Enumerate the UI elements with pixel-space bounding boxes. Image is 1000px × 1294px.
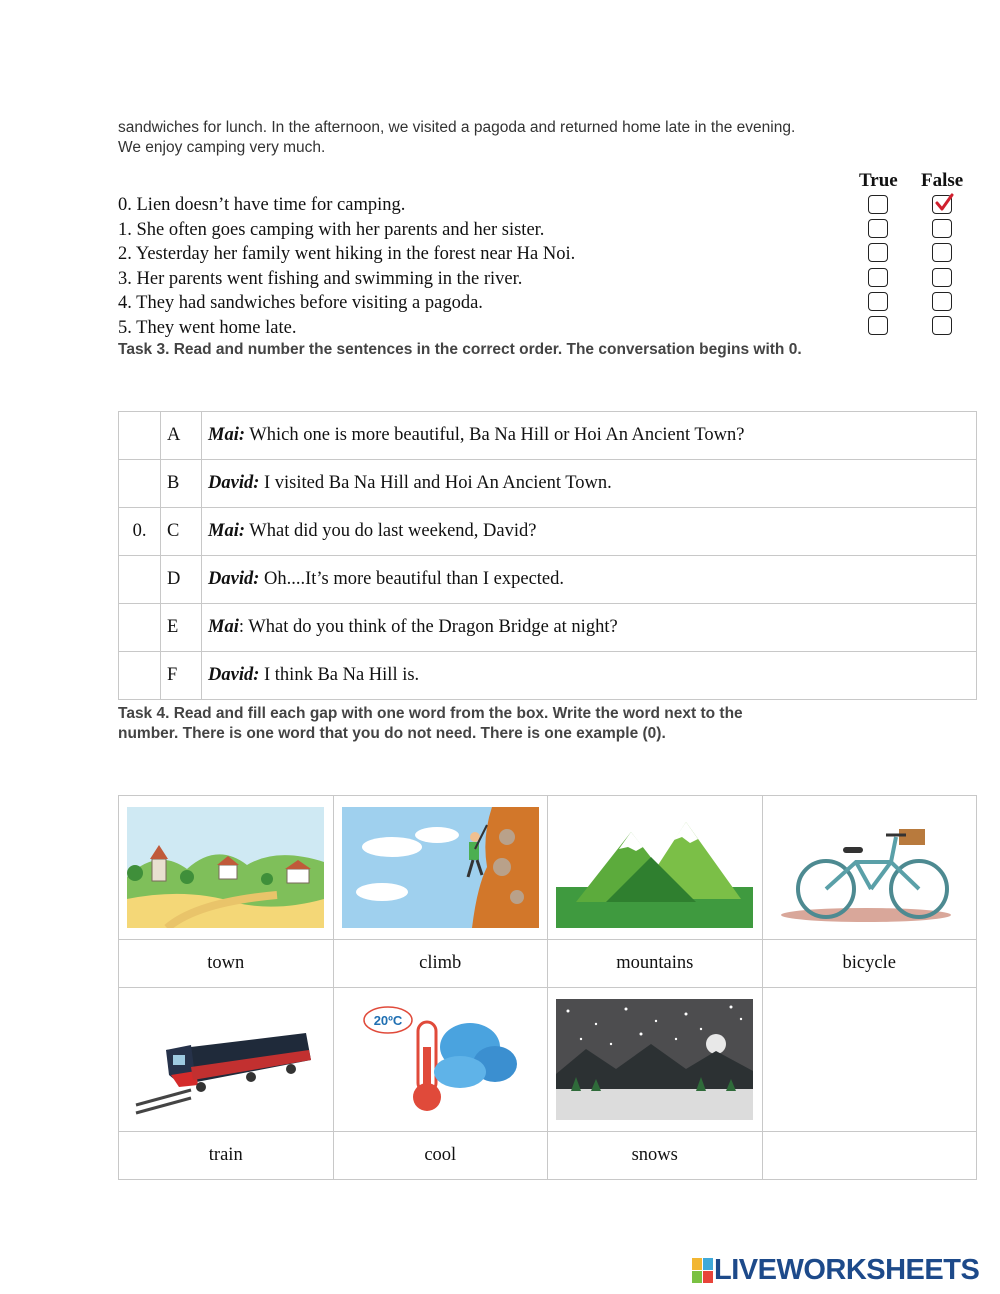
statement-1: 1. She often goes camping with her parents and her sister. bbox=[118, 219, 545, 240]
order-number-cell[interactable] bbox=[119, 460, 161, 508]
checkmark-icon bbox=[934, 193, 954, 213]
word-cell: bicycle bbox=[762, 940, 977, 988]
word-cell: cool bbox=[333, 1132, 548, 1180]
order-number-cell[interactable] bbox=[119, 556, 161, 604]
snows-picture bbox=[556, 999, 753, 1120]
picture-row bbox=[119, 988, 977, 1132]
empty-word-cell bbox=[762, 1132, 977, 1180]
table-row bbox=[119, 412, 977, 460]
speaker: Mai bbox=[208, 617, 239, 637]
statement-3: 3. Her parents went fishing and swimming in the river. bbox=[118, 268, 523, 289]
liveworksheets-brand-text: LIVEWORKSHEETS bbox=[714, 1254, 980, 1286]
dialogue-cell bbox=[202, 460, 977, 508]
letter-cell: A bbox=[161, 412, 202, 460]
true-checkbox-2[interactable] bbox=[868, 243, 888, 262]
true-checkbox-5[interactable] bbox=[868, 316, 888, 335]
true-false-statements bbox=[118, 193, 575, 340]
dialogue-line: Which one is more beautiful, Ba Na Hill or Hoi An Ancient Town? bbox=[245, 425, 745, 445]
dialogue-cell bbox=[202, 652, 977, 700]
true-checkbox-0[interactable] bbox=[868, 195, 888, 214]
order-number-cell: 0. bbox=[119, 508, 161, 556]
town-picture bbox=[127, 807, 324, 928]
dialogue-line: I visited Ba Na Hill and Hoi An Ancient Town. bbox=[259, 473, 612, 493]
cool-picture-cell bbox=[333, 988, 548, 1132]
dialogue-line: : What do you think of the Dragon Bridge at night? bbox=[238, 617, 618, 637]
task3-title: Task 3. Read and number the sentences in the correct order. The conversation begins with 0. bbox=[118, 341, 802, 358]
false-checkbox-3[interactable] bbox=[932, 268, 952, 287]
temperature-label: 20ºC bbox=[373, 1013, 403, 1028]
train-picture bbox=[131, 1005, 321, 1115]
order-number-cell[interactable] bbox=[119, 412, 161, 460]
train-picture-cell bbox=[119, 988, 334, 1132]
letter-cell: C bbox=[161, 508, 202, 556]
true-column-header: True bbox=[859, 170, 898, 191]
task4-title-line-1: Task 4. Read and fill each gap with one word from the box. Write the word next to the bbox=[118, 705, 743, 722]
table-row bbox=[119, 556, 977, 604]
dialogue-line: What did you do last weekend, David? bbox=[245, 521, 537, 541]
speaker: David: bbox=[208, 665, 260, 685]
speaker: David: bbox=[208, 569, 260, 589]
snows-picture-cell bbox=[548, 988, 763, 1132]
letter-cell: B bbox=[161, 460, 202, 508]
passage-line-2: We enjoy camping very much. bbox=[118, 139, 326, 156]
letter-cell: F bbox=[161, 652, 202, 700]
false-checkbox-0[interactable] bbox=[932, 195, 952, 214]
task4-title bbox=[118, 704, 743, 744]
task4-title-line-2: number. There is one word that you do not need. There is one example (0). bbox=[118, 725, 666, 742]
false-checkbox-2[interactable] bbox=[932, 243, 952, 262]
table-row bbox=[119, 460, 977, 508]
true-checkbox-4[interactable] bbox=[868, 292, 888, 311]
speaker: David: bbox=[208, 473, 260, 493]
liveworksheets-logo bbox=[692, 1254, 979, 1287]
dialogue-cell bbox=[202, 556, 977, 604]
word-cell: climb bbox=[333, 940, 548, 988]
empty-picture-cell bbox=[762, 988, 977, 1132]
reading-passage-tail bbox=[118, 118, 918, 158]
order-number-cell[interactable] bbox=[119, 652, 161, 700]
dialogue-cell bbox=[202, 604, 977, 652]
statement-4: 4. They had sandwiches before visiting a pagoda. bbox=[118, 293, 483, 313]
town-picture-cell bbox=[119, 796, 334, 940]
letter-cell: E bbox=[161, 604, 202, 652]
word-cell: snows bbox=[548, 1132, 763, 1180]
false-checkbox-1[interactable] bbox=[932, 219, 952, 238]
speaker: Mai: bbox=[208, 521, 245, 541]
bicycle-picture bbox=[771, 807, 968, 928]
word-row bbox=[119, 1132, 977, 1180]
letter-cell: D bbox=[161, 556, 202, 604]
false-column-header: False bbox=[921, 170, 964, 191]
conversation-table bbox=[118, 411, 977, 700]
word-cell: train bbox=[119, 1132, 334, 1180]
climb-picture bbox=[342, 807, 539, 928]
statement-0: 0. Lien doesn’t have time for camping. bbox=[118, 195, 406, 215]
word-cell: mountains bbox=[548, 940, 763, 988]
false-checkbox-5[interactable] bbox=[932, 316, 952, 335]
word-cell: town bbox=[119, 940, 334, 988]
word-box-table bbox=[118, 795, 977, 1180]
mountains-picture bbox=[556, 807, 753, 928]
table-row bbox=[119, 508, 977, 556]
false-checkbox-4[interactable] bbox=[932, 292, 952, 311]
passage-line-1: sandwiches for lunch. In the afternoon, we visited a pagoda and returned home late in the evening. bbox=[118, 119, 796, 136]
thermometer-cloud-picture bbox=[360, 1002, 520, 1117]
true-checkbox-3[interactable] bbox=[868, 268, 888, 287]
speaker: Mai: bbox=[208, 425, 245, 445]
dialogue-cell bbox=[202, 412, 977, 460]
dialogue-cell bbox=[202, 508, 977, 556]
true-checkbox-1[interactable] bbox=[868, 219, 888, 238]
climb-picture-cell bbox=[333, 796, 548, 940]
dialogue-line: I think Ba Na Hill is. bbox=[259, 665, 420, 685]
dialogue-line: Oh....It’s more beautiful than I expected. bbox=[259, 569, 565, 589]
statement-5: 5. They went home late. bbox=[118, 317, 297, 338]
table-row bbox=[119, 652, 977, 700]
mountains-picture-cell bbox=[548, 796, 763, 940]
bicycle-picture-cell bbox=[762, 796, 977, 940]
table-row bbox=[119, 604, 977, 652]
word-row bbox=[119, 940, 977, 988]
order-number-cell[interactable] bbox=[119, 604, 161, 652]
statement-2: 2. Yesterday her family went hiking in the forest near Ha Noi. bbox=[118, 244, 576, 264]
liveworksheets-badge-icon bbox=[692, 1258, 714, 1284]
picture-row bbox=[119, 796, 977, 940]
